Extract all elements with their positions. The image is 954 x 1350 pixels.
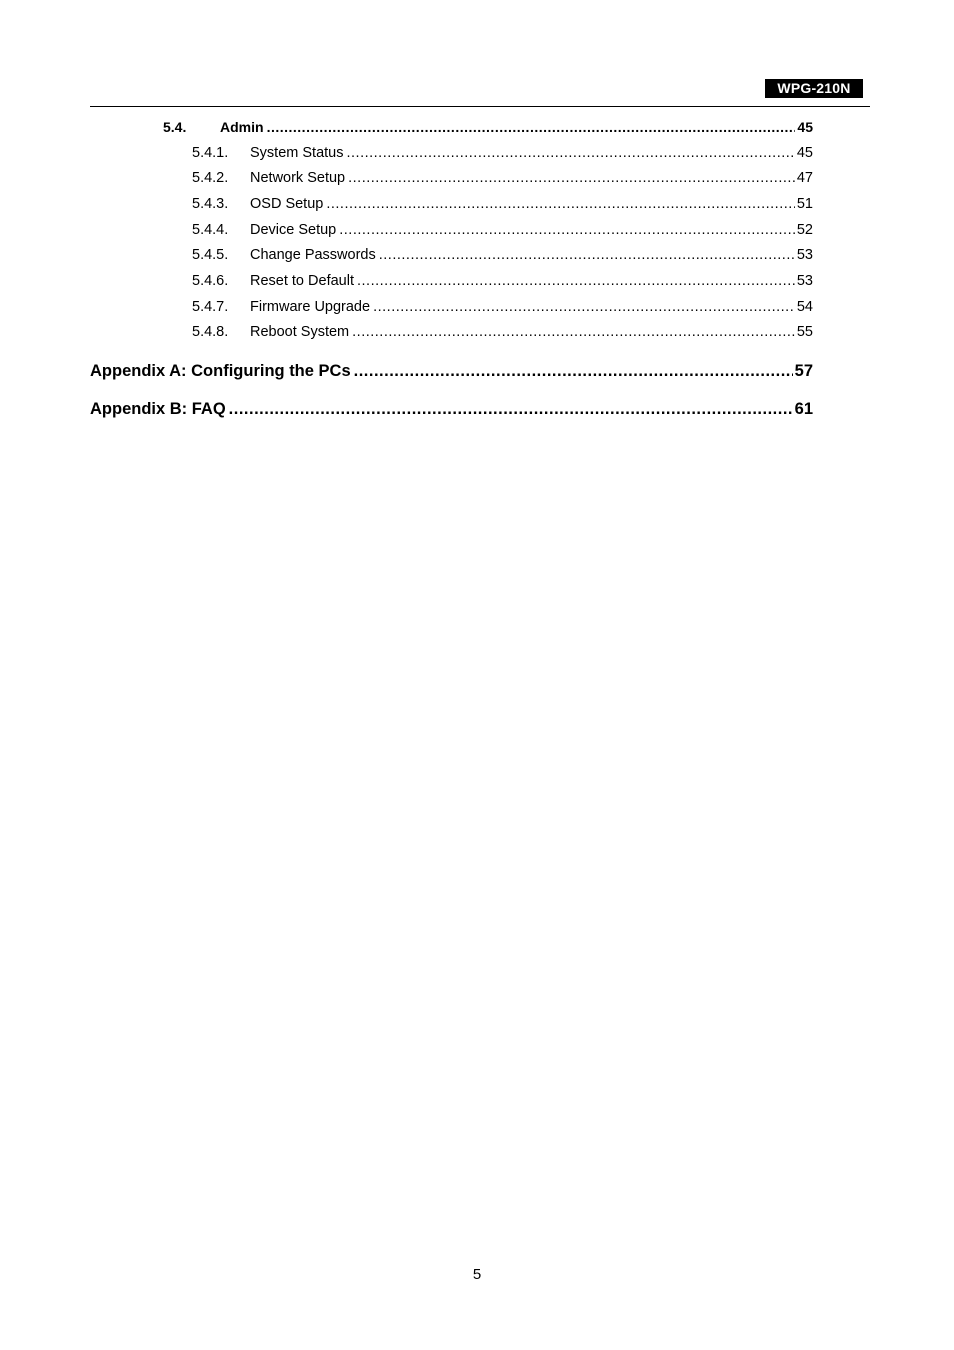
toc-entry-title: OSD Setup [250, 196, 324, 212]
toc-entry-title: Reset to Default [250, 273, 354, 289]
toc-entry-number: 5.4.5. [192, 247, 229, 263]
toc-entry-page: 51 [796, 196, 813, 212]
toc-entry-title: Appendix A: Configuring the PCs [90, 362, 351, 380]
toc-dot-leader [346, 145, 794, 161]
toc-entry-page: 53 [796, 273, 813, 289]
toc-entry-5-4-8[interactable] [192, 324, 813, 340]
toc-entry-title: Appendix B: FAQ [90, 400, 226, 418]
toc-entry-appendix-b[interactable] [90, 400, 813, 419]
toc-entry-5-4-1[interactable] [192, 145, 813, 161]
toc-entry-title: System Status [250, 145, 344, 161]
toc-entry-page: 45 [796, 145, 813, 161]
toc-entry-title: Reboot System [250, 324, 350, 340]
toc-dot-leader [326, 196, 795, 212]
toc-dot-leader [229, 400, 793, 419]
toc-dot-leader [339, 222, 795, 238]
toc-entry-page: 45 [797, 119, 813, 135]
toc-entry-page: 47 [796, 170, 813, 186]
toc-entry-number: 5.4.6. [192, 273, 229, 289]
toc-entry-5-4[interactable] [163, 119, 813, 135]
toc-entry-5-4-6[interactable] [192, 273, 813, 289]
toc-dot-leader [379, 247, 795, 263]
toc-entry-title: Firmware Upgrade [250, 299, 371, 315]
toc-entry-page: 55 [796, 324, 813, 340]
page-number: 5 [472, 1266, 482, 1283]
toc-entry-5-4-7[interactable] [192, 299, 813, 315]
toc-dot-leader [352, 324, 795, 340]
toc-dot-leader [267, 119, 796, 135]
toc-entry-number: 5.4. [163, 119, 187, 135]
toc-dot-leader [348, 170, 795, 186]
toc-dot-leader [354, 362, 793, 381]
toc-entry-page: 54 [796, 299, 813, 315]
product-badge: WPG-210N [765, 79, 863, 98]
toc-entry-number: 5.4.4. [192, 222, 229, 238]
toc-dot-leader [357, 273, 795, 289]
toc-dot-leader [373, 299, 795, 315]
toc-entry-title: Device Setup [250, 222, 337, 238]
toc-entry-appendix-a[interactable] [90, 362, 813, 381]
toc-entry-title: Admin [220, 119, 264, 135]
toc-entry-number: 5.4.3. [192, 196, 229, 212]
toc-entry-page: 57 [794, 362, 813, 380]
toc-entry-page: 53 [796, 247, 813, 263]
toc-entry-page: 61 [794, 400, 813, 418]
toc-entry-number: 5.4.1. [192, 145, 229, 161]
toc-entry-5-4-2[interactable] [192, 170, 813, 186]
toc-entry-5-4-5[interactable] [192, 247, 813, 263]
toc-entry-number: 5.4.7. [192, 299, 229, 315]
toc-entry-number: 5.4.8. [192, 324, 229, 340]
header-divider [90, 106, 870, 107]
toc-entry-page: 52 [796, 222, 813, 238]
toc-entry-title: Change Passwords [250, 247, 376, 263]
toc-entry-title: Network Setup [250, 170, 346, 186]
toc-entry-5-4-3[interactable] [192, 196, 813, 212]
toc-entry-5-4-4[interactable] [192, 222, 813, 238]
toc-entry-number: 5.4.2. [192, 170, 229, 186]
